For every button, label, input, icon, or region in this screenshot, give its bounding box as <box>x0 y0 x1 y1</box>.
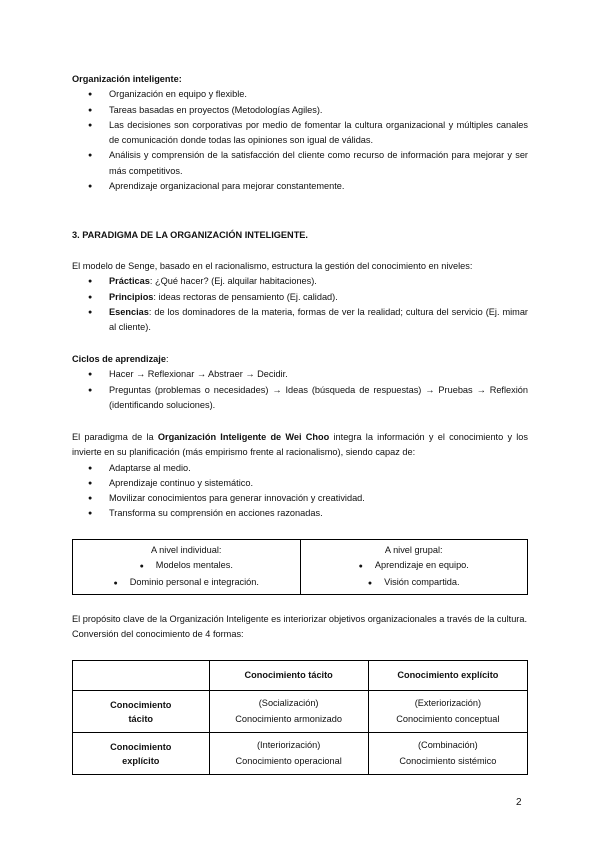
term-text: : ¿Qué hacer? (Ej. alquilar habitaciones). <box>149 276 317 287</box>
weichoo-paragraph <box>72 430 528 461</box>
list-item: ● Las decisiones son corporativas por medio de fomentar la cultura organizacional y múltiples canales de comunicación donde todas las opiniones son igual de válidas. <box>72 118 528 149</box>
cell-line: (Exteriorización) <box>414 698 482 709</box>
weichoo-section <box>72 430 528 522</box>
list-item: ● Organización en equipo y flexible. <box>72 87 528 102</box>
table-cell <box>209 691 368 733</box>
cell-line: (Interiorización) <box>256 740 321 751</box>
ciclos-colon: : <box>165 354 169 364</box>
cell-line: (Socialización) <box>258 698 319 709</box>
row-label <box>73 691 210 733</box>
list-item <box>72 305 528 336</box>
senge-list <box>72 274 528 335</box>
list-item: ● Tareas basadas en proyectos (Metodologías Agiles). <box>72 103 528 118</box>
list-item: ● Hacer → Reflexionar → Abstraer → Decidir. <box>72 367 528 382</box>
proposito-paragraph: El propósito clave de la Organización Inteligente es interiorizar objetivos organizacionales a través de la cultura. <box>72 614 528 624</box>
ciclos-heading-line <box>72 352 528 367</box>
cell-line: (Combinación) <box>418 740 478 751</box>
weichoo-post: integra la información y el conocimiento y los invierte en su planificación (más empirismo frente al racionalismo), siendo capaz de: <box>72 432 529 458</box>
term-text: : ideas rectoras de pensamiento (Ej. calidad). <box>153 291 338 302</box>
nivel-grupal-list <box>305 558 524 591</box>
conversion-table <box>72 660 528 775</box>
nivel-individual-cell <box>73 540 301 595</box>
cell-line: Conocimiento conceptual <box>396 713 500 724</box>
term-text: : de los dominadores de la materia, formas de ver la realidad; cultura del servicio (Ej. mimar al cliente). <box>109 306 528 333</box>
row-label-text: Conocimiento explícito <box>110 741 172 766</box>
ciclos-heading: Ciclos de aprendizaje <box>72 354 166 364</box>
row-label <box>73 733 210 775</box>
nivel-individual-list <box>77 558 296 591</box>
niveles-table <box>72 539 528 595</box>
table-row <box>73 733 528 775</box>
page-number: 2 <box>516 797 522 808</box>
list-item: ● Adaptarse al medio. <box>72 461 528 476</box>
term: Principios <box>109 291 154 302</box>
conversion-caption: Conversión del conocimiento de 4 formas: <box>72 629 244 640</box>
list-item: ● Preguntas (problemas o necesidades) → Ideas (búsqueda de respuestas) → Pruebas → Reflexión (identificando soluciones). <box>72 383 528 414</box>
list-item: ● Aprendizaje en equipo. <box>305 558 524 574</box>
cell-line: Conocimiento operacional <box>235 755 342 766</box>
table-cell <box>368 733 527 775</box>
list-item: ● Dominio personal e integración. <box>77 575 296 591</box>
table-cell <box>368 691 527 733</box>
weichoo-list <box>72 461 528 522</box>
list-item: ● Modelos mentales. <box>77 558 296 574</box>
table-row <box>73 661 528 691</box>
table-row <box>73 691 528 733</box>
weichoo-bold: Organización Inteligente de Wei Choo <box>157 432 330 442</box>
list-item: ● Aprendizaje organizacional para mejorar constantemente. <box>72 179 528 194</box>
nivel-individual-title: A nivel individual: <box>151 545 222 556</box>
header-cell: Conocimiento explícito <box>368 661 527 691</box>
term: Prácticas <box>109 276 150 287</box>
list-item: ● Análisis y comprensión de la satisfacción del cliente como recurso de información para mejorar y ser más competitivos. <box>72 148 528 179</box>
cell-line: Conocimiento armonizado <box>235 713 342 724</box>
ciclos-section <box>72 352 528 413</box>
list-item <box>72 290 528 305</box>
nivel-grupal-cell <box>300 540 528 595</box>
org-heading: Organización inteligente: <box>72 74 182 84</box>
list-item: ● Transforma su comprensión en acciones razonadas. <box>72 506 528 521</box>
proposito-section <box>72 612 528 643</box>
org-section <box>72 72 528 194</box>
ciclos-list <box>72 367 528 413</box>
cell-line: Conocimiento sistémico <box>399 755 497 766</box>
section-title: 3. PARADIGMA DE LA ORGANIZACIÓN INTELIGENTE. <box>72 230 308 240</box>
table-cell <box>209 733 368 775</box>
list-item: ● Movilizar conocimientos para generar innovación y creatividad. <box>72 491 528 506</box>
term: Esencias <box>109 306 149 317</box>
row-label-text: Conocimiento tácito <box>110 699 172 724</box>
nivel-grupal-title: A nivel grupal: <box>384 545 443 556</box>
list-item: ● Aprendizaje continuo y sistemático. <box>72 476 528 491</box>
senge-section <box>72 259 528 335</box>
header-cell: Conocimiento tácito <box>209 661 368 691</box>
senge-intro: El modelo de Senge, basado en el racionalismo, estructura la gestión del conocimiento en niveles: <box>72 261 473 271</box>
list-item: ● Visión compartida. <box>305 575 524 591</box>
header-cell-empty <box>73 661 210 691</box>
weichoo-pre: El paradigma de la <box>72 432 158 442</box>
org-list <box>72 87 528 194</box>
list-item <box>72 274 528 289</box>
